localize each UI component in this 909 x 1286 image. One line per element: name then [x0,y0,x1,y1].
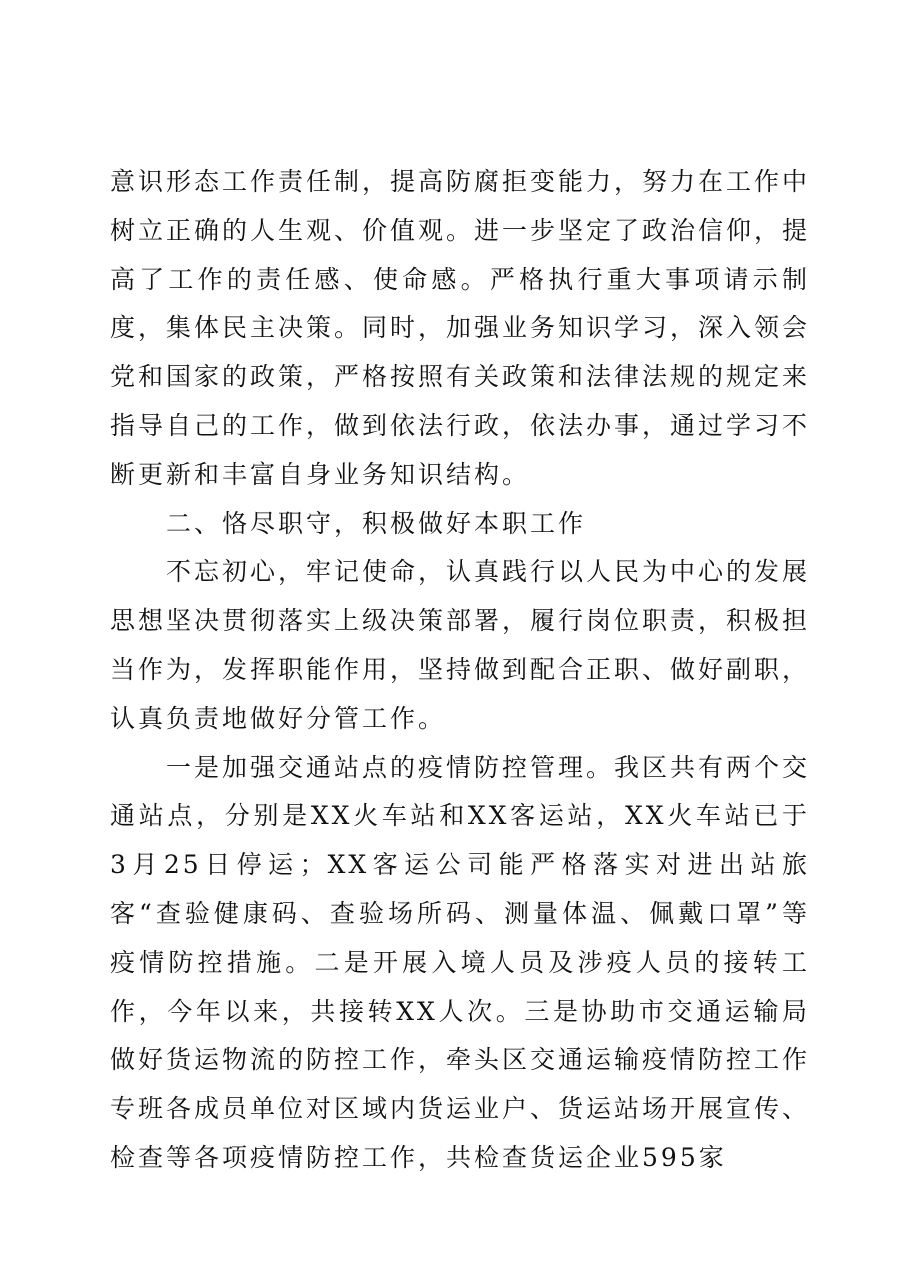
paragraph-epidemic-control: 一是加强交通站点的疫情防控管理。我区共有两个交通站点，分别是XX火车站和XX客运站，XX火车站已于3月25日停运；XX客运公司能严格落实对进出站旅客“查验健康码、查验场所码、测量体温、佩戴口罩”等疫情防控措施。二是开展入境人员及涉疫人员的接转工作，今年以来，共接转XX人次。三是协助市交通运输局做好货运物流的防控工作，牵头区交通运输疫情防控工作专班各成员单位对区域内货运业户、货运站场开展宣传、检查等各项疫情防控工作，共检查货运企业595家 [110,752,811,1172]
document-body [110,158,810,1183]
paragraph-continuation: 意识形态工作责任制，提高防腐拒变能力，努力在工作中树立正确的人生观、价值观。进一步坚定了政治信仰，提高了工作的责任感、使命感。严格执行重大事项请示制度，集体民主决策。同时，加强业务知识学习，深入领会党和国家的政策，严格按照有关政策和法律法规的规定来指导自己的工作，做到依法行政，依法办事，通过学习不断更新和丰富自身业务知识结构。 [110,167,811,489]
section-heading: 二、恪尽职守，积极做好本职工作 [166,508,587,538]
paragraph-mission: 不忘初心，牢记使命，认真践行以人民为中心的发展思想坚决贯彻落实上级决策部署，履行岗位职责，积极担当作为，发挥职能作用，坚持做到配合正职、做好副职，认真负责地做好分管工作。 [110,557,811,733]
